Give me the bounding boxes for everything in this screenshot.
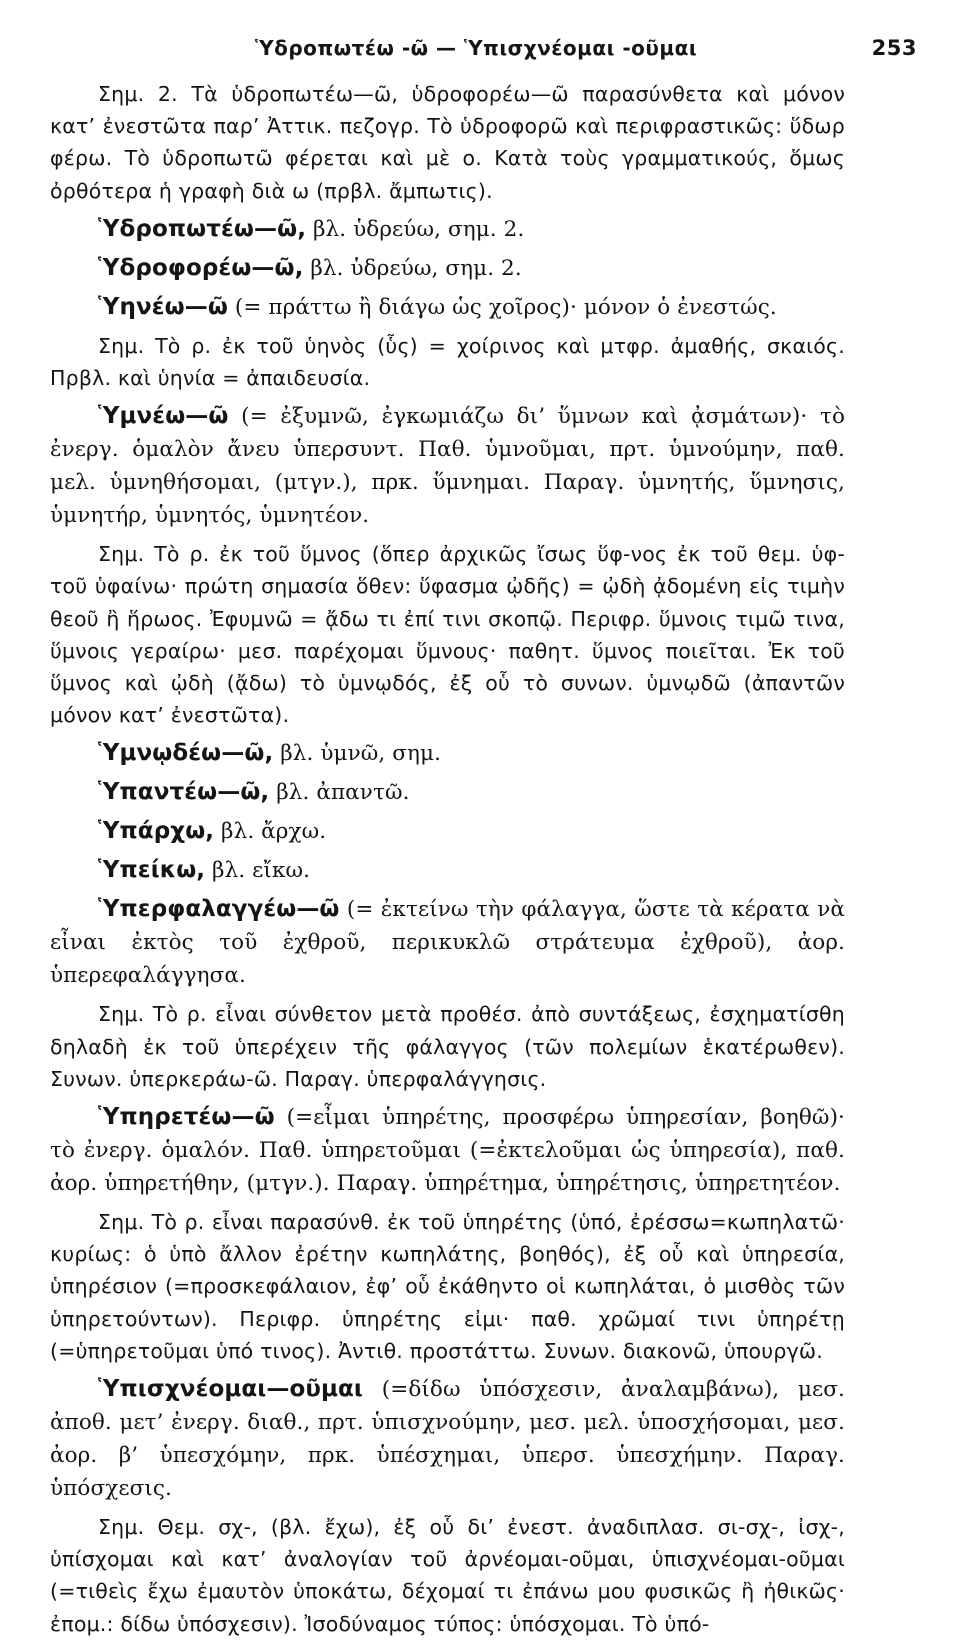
headword: Ὑπαντέω—ῶ,	[98, 779, 270, 806]
lemma-entry: Ὑμνῳδέω—ῶ, βλ. ὑμνῶ, σημ.	[98, 740, 442, 767]
note-paragraph: Σημ. Τὸ ρ. εἶναι σύνθετον μετὰ προθέσ. ἀπὸ συντάξεως, ἐσχηματίσθη δηλαδὴ ἐκ τοῦ ὑπερέχειν τῆς φάλαγγος (τῶν πολεμίων ἑκατέρωθεν). Συνων. ὑπερκεράω-ῶ. Παραγ. ὑπερφαλάγγησις.	[50, 1002, 845, 1091]
page-header	[50, 34, 917, 74]
running-title: Ὑδροπωτέω -ῶ — Ὑπισχνέομαι -οῦμαι	[255, 36, 698, 60]
lemma-entry: Ὑδροφορέω—ῶ, βλ. ὑδρεύω, σημ. 2.	[98, 254, 522, 281]
lemma-entry: Ὑδροπωτέω—ῶ, βλ. ὑδρεύω, σημ. 2.	[98, 215, 525, 242]
headword: Ὑδροφορέω—ῶ,	[98, 254, 304, 281]
note-paragraph: Σημ. Τὸ ρ. ἐκ τοῦ ὑηνὸς (ὗς) = χοίρινος καὶ μτφρ. ἀμαθής, σκαιός. Πρβλ. καὶ ὑηνία = ἀπαιδευσία.	[50, 333, 845, 391]
lemma-entry: Ὑπισχνέομαι—οῦμαι (=δίδω ὑπόσχεσιν, ἀναλαμβάνω), μεσ. ἀποθ. μετ’ ἐνεργ. διαθ., πρτ. ὑπισχνούμην, μεσ. μελ. ὑποσχήσομαι, μεσ. ἀορ. β’ ὑπεσχόμην, πρκ. ὑπέσχημαι, ὑπερσ. ὑπεσχήμην. Παραγ. ὑπόσχεσις.	[50, 1376, 845, 1502]
headword: Ὑπηρετέω—ῶ	[98, 1104, 275, 1131]
headword: Ὑπάρχω,	[98, 818, 215, 845]
lemma-entry: Ὑπερφαλαγγέω—ῶ (= ἐκτείνω τὴν φάλαγγα, ὥστε τὰ κέρατα νὰ εἶναι ἐκτὸς τοῦ ἐχθροῦ, περικυκλῶ στράτευμα ἐχθροῦ), ἀορ. ὑπερεφαλάγγησα.	[50, 896, 845, 989]
headword: Ὑδροπωτέω—ῶ,	[98, 215, 307, 242]
note-paragraph: Σημ. 2. Τὰ ὑδροπωτέω—ῶ, ὑδροφορέω—ῶ παρασύνθετα καὶ μόνον κατ’ ἐνεστῶτα παρ’ Ἀττικ. πεζογρ. Τὸ ὑδροφορῶ καὶ περιφραστικῶς: ὕδωρ φέρω. Τὸ ὑδροπωτῶ φέρεται καὶ μὲ ο. Κατὰ τοὺς γραμματικούς, ὅμως ὀρθότερα ἡ γραφὴ διὰ ω (πρβλ. ἄμπωτις).	[50, 82, 845, 203]
headword: Ὑπισχνέομαι—οῦμαι	[98, 1376, 363, 1403]
lemma-entry: Ὑμνέω—ῶ (= ἐξυμνῶ, ἐγκωμιάζω δι’ ὕμνων καὶ ᾀσμάτων)· τὸ ἐνεργ. ὁμαλὸν ἄνευ ὑπερσυντ. Παθ. ὑμνοῦμαι, πρτ. ὑμνούμην, παθ. μελ. ὑμνηθήσομαι, (μτγν.), πρκ. ὕμνημαι. Παραγ. ὑμνητής, ὕμνησις, ὑμνητήρ, ὑμνητός, ὑμνητέον.	[50, 403, 845, 529]
headword: Ὑμνέω—ῶ	[98, 403, 229, 430]
headword: Ὑμνῳδέω—ῶ,	[98, 740, 274, 767]
lemma-entry: Ὑπάρχω, βλ. ἄρχω.	[98, 818, 327, 845]
lemma-entry: Ὑπείκω, βλ. εἴκω.	[98, 857, 311, 884]
page-number: 253	[871, 36, 917, 60]
lemma-entry: Ὑπηρετέω—ῶ (=εἶμαι ὑπηρέτης, προσφέρω ὑπηρεσίαν, βοηθῶ)· τὸ ἐνεργ. ὁμαλόν. Παθ. ὑπηρετοῦμαι (=ἐκτελοῦμαι ὡς ὑπηρεσία), παθ. ἀορ. ὑπηρετήθην, (μτγν.). Παραγ. ὑπηρέτημα, ὑπηρέτησις, ὑπηρετητέον.	[50, 1104, 845, 1197]
note-paragraph: Σημ. Τὸ ρ. εἶναι παρασύνθ. ἐκ τοῦ ὑπηρέτης (ὑπό, ἐρέσσω=κωπηλατῶ· κυρίως: ὁ ὑπὸ ἄλλον ἐρέτην κωπηλάτης, βοηθός), ἐξ οὗ καὶ ὑπηρεσία, ὑπηρέσιον (=προσκεφάλαιον, ἐφ’ οὗ ἐκάθηντο οἱ κωπηλάται, ὁ μισθὸς τῶν ὑπηρετούντων). Περιφρ. ὑπηρέτης εἰμι· παθ. χρῶμαί τινι ὑπηρέτῃ (=ὑπηρετοῦμαι ὑπό τινος). Ἀντιθ. προστάττω. Συνων. διακονῶ, ὑπουργῶ.	[50, 1210, 845, 1363]
lemma-entry: Ὑπαντέω—ῶ, βλ. ἀπαντῶ.	[98, 779, 410, 806]
headword: Ὑπερφαλαγγέω—ῶ	[98, 896, 340, 923]
headword: Ὑπείκω,	[98, 857, 206, 884]
note-paragraph: Σημ. Τὸ ρ. ἐκ τοῦ ὕμνος (ὅπερ ἀρχικῶς ἴσως ὕφ-νος ἐκ τοῦ θεμ. ὑφ- τοῦ ὑφαίνω· πρώτη σημασία ὅθεν: ὕφασμα ᾠδῆς) = ᾠδὴ ᾀδομένη εἰς τιμὴν θεοῦ ἢ ἥρωος. Ἐφυμνῶ = ᾄδω τι ἐπί τινι σκοπῷ. Περιφρ. ὕμνοις τιμῶ τινα, ὕμνοις γεραίρω· μεσ. παρέχομαι ὕμνους· παθητ. ὕμνος ποιεῖται. Ἐκ τοῦ ὕμνος καὶ ᾠδὴ (ᾄδω) τὸ ὑμνῳδός, ἐξ οὗ τὸ συνων. ὑμνῳδῶ (ἀπαντῶν μόνον κατ’ ἐνεστῶτα).	[50, 542, 845, 728]
note-paragraph: Σημ. Θεμ. σχ-, (βλ. ἔχω), ἐξ οὗ δι’ ἐνεστ. ἀναδιπλασ. σι-σχ-, ἰσχ-, ὑπίσχομαι καὶ κατ’ ἀναλογίαν τοῦ ἀρνέομαι-οῦμαι, ὑπισχνέομαι-οῦμαι (=τιθεὶς ἔχω ἐμαυτὸν ὑποκάτω, δέχομαί τι ἐπάνω μου φυσικῶς ἢ ἠθικῶς· ἐπομ.: δίδω ὑπόσχεσιν). Ἰσοδύναμος τύπος: ὑπόσχομαι. Τὸ ὑπό-	[50, 1515, 845, 1636]
lemma-entry: Ὑηνέω—ῶ (= πράττω ἢ διάγω ὡς χοῖρος)· μόνον ὁ ἐνεστώς.	[98, 293, 777, 320]
entries-column	[50, 78, 845, 1640]
headword: Ὑηνέω—ῶ	[98, 293, 228, 320]
